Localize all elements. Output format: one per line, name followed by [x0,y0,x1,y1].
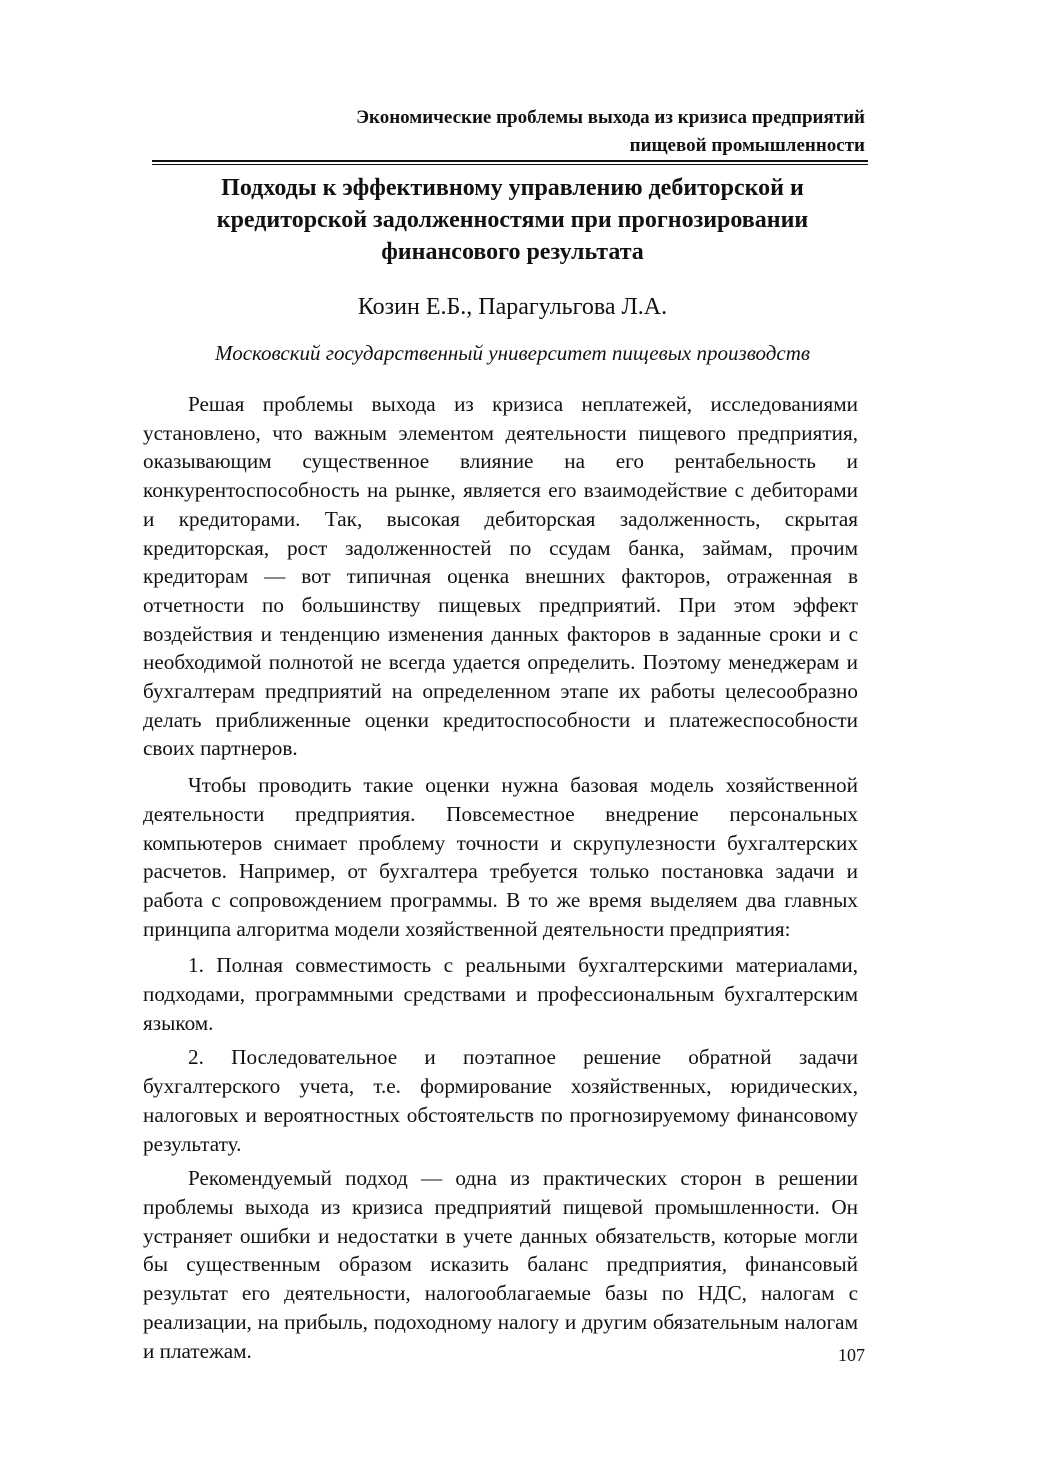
list-item-1: 1. Полная совместимость с реальными бухгалтерскими материалами, подходами, программными средствами и профессиональным бухгалтерским языком. [143,953,858,1035]
list-item-2: 2. Последовательное и поэтапное решение обратной задачи бухгалтерского учета, т.е. формирование хозяйственных, юридических, налоговых и вероятностных обстоятельств по прогнозируемому финансовому результату. [143,1045,858,1156]
article-authors: Козин Е.Б., Парагульгова Л.А. [357,294,668,320]
article-title: Подходы к эффективному управлению дебиторской и кредиторской задолженностями при прогнозировании финансового результата [216,175,809,265]
running-head-line-2: пищевой промышленности [629,135,865,156]
page-number: 107 [838,1345,865,1365]
header-rule [152,160,868,162]
paragraph-3: Рекомендуемый подход — одна из практических сторон в решении проблемы выхода из кризиса предприятий пищевой промышленности. Он устраняет ошибки и недостатки в учете данных обязательств, которые могли бы существенным образом исказить баланс предприятия, финансовый результат его деятельности, налогооблагаемые базы по НДС, налогам с реализации, на прибыль, подоходному налогу и другим обязательным налогам и платежам. [143,1166,858,1363]
article-body [143,390,858,1373]
running-head [165,104,865,160]
paragraph-2: Чтобы проводить такие оценки нужна базовая модель хозяйственной деятельности предприятия. Повсеместное внедрение персональных компьютеров снимает проблему точности и скрупулезности бухгалтерских расчетов. Например, от бухгалтера требуется только постановка задачи и работа с сопровождением программы. В то же время выделяем два главных принципа алгоритма модели хозяйственной деятельности предприятия: [143,773,858,941]
header-rule-thin [152,164,868,165]
article-affiliation: Московский государственный университет пищевых производств [215,341,810,365]
running-head-line-1: Экономические проблемы выхода из кризиса предприятий [356,107,865,128]
paragraph-1: Решая проблемы выхода из кризиса неплатежей, исследованиями установлено, что важным элементом деятельности пищевого предприятия, оказывающим существенное влияние на его рентабельность и конкурентоспособность на рынке, является его взаимодействие с дебиторами и кредиторами. Так, высокая дебиторская задолженность, скрытая кредиторская, рост задолженностей по ссудам банка, займам, прочим кредиторам — вот типичная оценка внешних факторов, отраженная в отчетности по большинству пищевых предприятий. При этом эффект воздействия и тенденцию изменения данных факторов в заданные сроки и с необходимой полнотой не всегда удается определить. Поэтому менеджерам и бухгалтерам предприятий на определенном этапе их работы целесообразно делать приближенные оценки кредитоспособности и платежеспособности своих партнеров. [143,392,858,761]
